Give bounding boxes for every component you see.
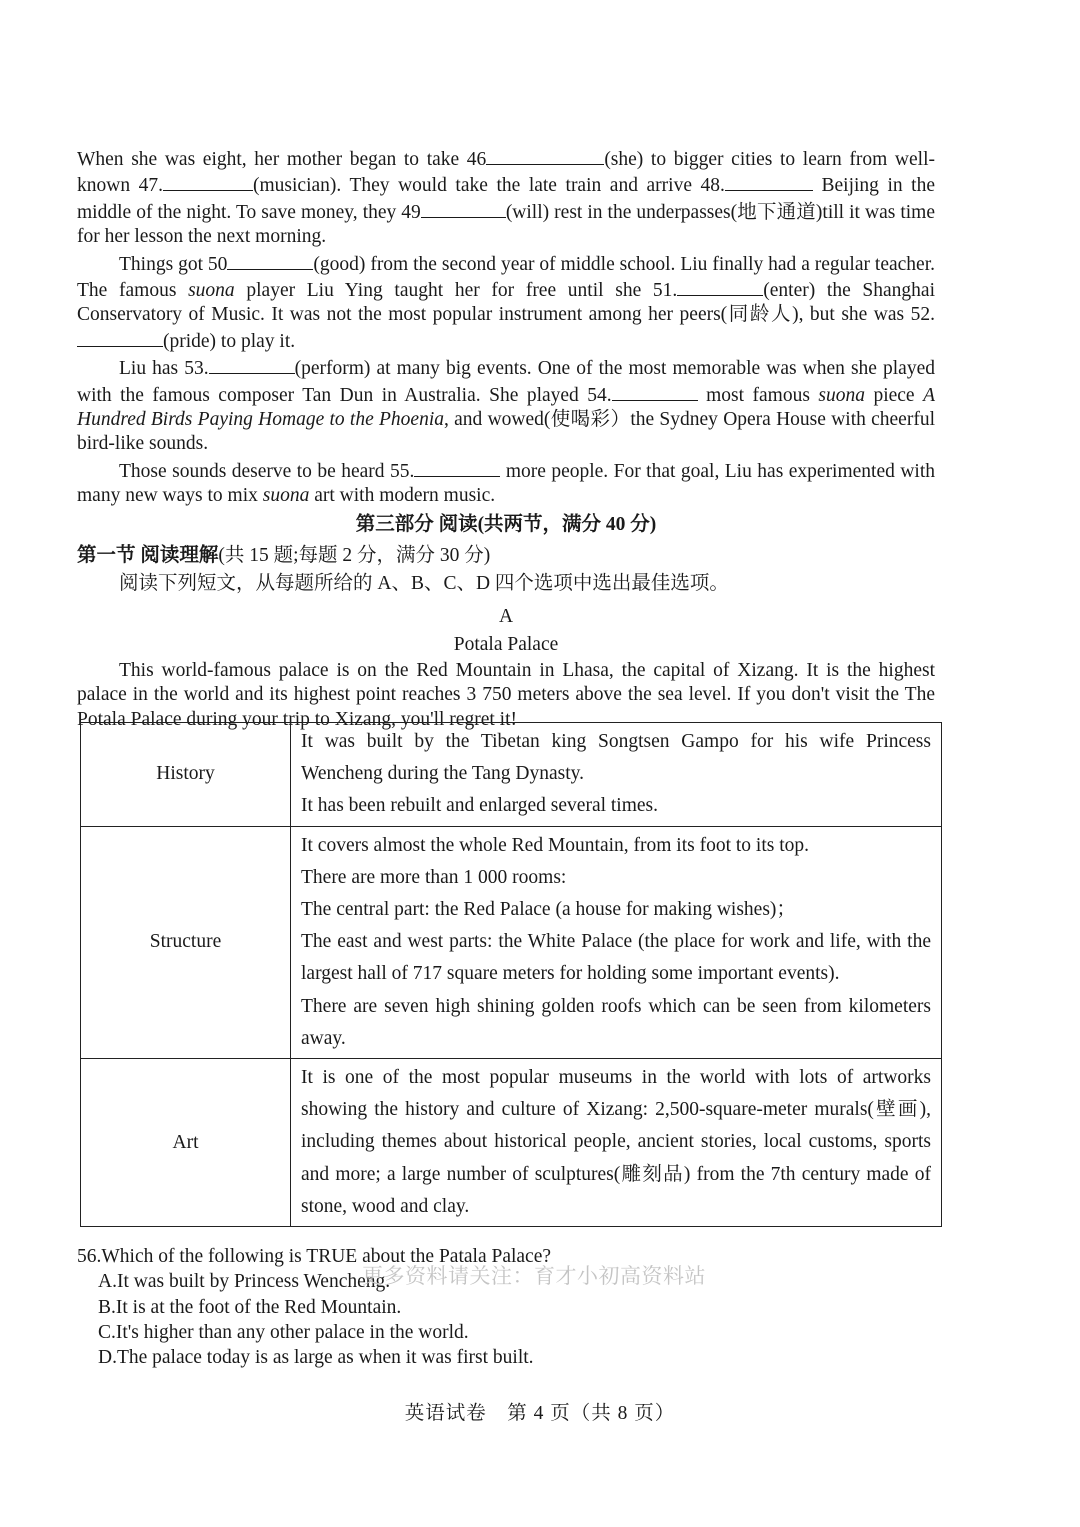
passage-paragraph-4: [77, 458, 935, 509]
answer-blank-46[interactable]: [486, 146, 604, 165]
article-title: Potala Palace: [453, 633, 559, 655]
subsection-heading-bold: 第一节 阅读理解: [77, 544, 219, 566]
subsection-heading-rest: (共 15 题;每题 2 分，满分 30 分): [218, 544, 491, 566]
answer-blank-53[interactable]: [209, 355, 295, 374]
table-row-category: History: [81, 723, 291, 827]
text-run: Beijing in the middle of the night. To save money, they 49: [77, 175, 936, 223]
italic-term: suona: [188, 280, 235, 302]
text-run: most famous: [697, 384, 819, 406]
table-row-category: Art: [81, 1059, 291, 1227]
table-row-description: [291, 723, 942, 827]
option-c[interactable]: C.It's higher than any other palace in the world.: [98, 1321, 469, 1343]
passage-paragraph-3: [77, 355, 935, 457]
table-line: There are more than 1 000 rooms:: [301, 866, 567, 888]
passage-paragraph-1: [77, 146, 935, 250]
table-row-description: [291, 1059, 942, 1227]
article-intro: This world-famous palace is on the Red Mountain in Lhasa, the capital of Xizang. It is the highest palace in the world and its highest point reaches 3 750 meters above the sea level. If you don't visit the The Potala Palace during your trip to Xizang, you'll regret it!: [77, 659, 935, 730]
table-row-category: Structure: [81, 826, 291, 1058]
answer-blank-50[interactable]: [227, 251, 313, 270]
option-b[interactable]: B.It is at the foot of the Red Mountain.: [98, 1296, 402, 1318]
text-run: piece: [864, 384, 924, 406]
table-line: It has been rebuilt and enlarged several times.: [301, 795, 659, 817]
text-run: Those sounds deserve to be heard 55.: [119, 460, 415, 482]
text-run: player Liu Ying taught her for free until she 51.: [234, 280, 678, 302]
table-line: It covers almost the whole Red Mountain, from its foot to its top.: [301, 834, 810, 856]
text-run: (good) from the second year of middle school. Liu finally had a regular teacher. The famous: [77, 253, 935, 302]
instruction-text: 阅读下列短文，从每题所给的 A、B、C、D 四个选项中选出最佳选项。: [119, 572, 729, 594]
answer-blank-49[interactable]: [421, 199, 506, 218]
answer-blank-51[interactable]: [677, 277, 763, 296]
section-title: 第三部分 阅读(共两节，满分 40 分): [355, 513, 657, 535]
text-run: (pride) to play it.: [163, 330, 296, 352]
text-run: , and wowed(使喝彩）the Sydney Opera House with cheerful bird-like sounds.: [77, 409, 935, 455]
text-run: (enter) the Shanghai Conservatory of Music. It was not the most popular instrument among her peers(同龄人), but she was 52.: [77, 280, 935, 326]
option-d[interactable]: D.The palace today is as large as when it was first built.: [98, 1347, 534, 1369]
palace-info-table: [80, 722, 942, 1227]
answer-blank-54[interactable]: [612, 382, 698, 401]
table-line: It is one of the most popular museums in the world with lots of artworks showing the history and culture of Xizang: 2,500-square-meter murals(壁画), including themes about historical people, ancient stories, local customs, sports and more; a large number of sculptures(雕刻品) from the 7th century made of stone, wood and clay.: [301, 1067, 931, 1217]
page-body: [77, 146, 935, 733]
answer-blank-55[interactable]: [414, 458, 500, 477]
italic-term: suona: [818, 384, 865, 406]
text-run: (perform) at many big events. One of the most memorable was when she played with the famous composer Tan Dun in Australia. She played 54.: [77, 358, 935, 406]
question-stem: 56.Which of the following is TRUE about the Patala Palace?: [77, 1246, 552, 1267]
answer-blank-52[interactable]: [77, 328, 163, 347]
table-line: There are seven high shining golden roofs which can be seen from kilometers away.: [301, 995, 931, 1049]
watermark-text: 更多资料请关注：育才小初高资料站: [362, 1264, 706, 1288]
text-run: Things got 50: [119, 253, 228, 275]
text-run: (she) to bigger cities to learn from well-known 47.: [77, 149, 935, 197]
table-line: It was built by the Tibetan king Songtsen Gampo for his wife Princess Wencheng during the Tang Dynasty.: [301, 731, 931, 785]
text-run: When she was eight, her mother began to take 46: [77, 149, 487, 170]
text-run: Liu has 53.: [119, 358, 209, 380]
answer-blank-47[interactable]: [163, 172, 253, 191]
italic-term: suona: [262, 485, 310, 507]
text-run: (musician). They would take the late train and arrive 48.: [253, 175, 725, 197]
table-row-description: [291, 826, 942, 1058]
text-run: more people. For that goal, Liu has experimented with many new ways to mix: [77, 460, 935, 507]
subsection-heading: [77, 542, 935, 569]
table-row: [81, 826, 942, 1058]
table-row: [81, 1059, 942, 1227]
table-line: The central part: the Red Palace (a house for making wishes)；: [301, 899, 796, 921]
article-letter: A: [498, 605, 514, 627]
option-a[interactable]: A.It was built by Princess Wencheng.: [98, 1271, 391, 1293]
italic-title: A Hundred Birds Paying Homage to the Phoenia: [77, 384, 935, 431]
answer-blank-48[interactable]: [725, 172, 813, 191]
text-run: art with modern music.: [309, 485, 496, 507]
table-row: [81, 723, 942, 827]
table-line: The east and west parts: the White Palace (the place for work and life, with the largest hall of 717 square meters for holding some important events).: [301, 931, 931, 985]
passage-paragraph-2: [77, 251, 935, 355]
text-run: (will) rest in the underpasses(地下通道)till it was time for her lesson the next morning.: [77, 201, 936, 248]
page-footer: 英语试卷 第 4 页（共 8 页）: [404, 1403, 676, 1424]
